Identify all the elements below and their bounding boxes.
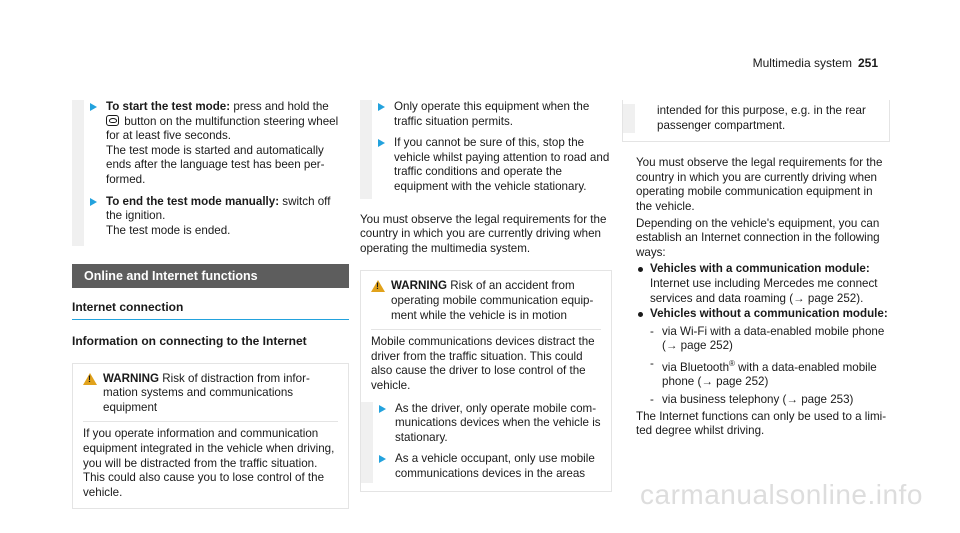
section-title: Online and Internet functions (84, 269, 258, 284)
step-text: Only operate this equipment when the traffic situation permits. (394, 100, 590, 128)
list-item-text: Internet use including Mercedes me connect services and data roaming (→ page 252). (650, 276, 878, 305)
list-item-title: Vehicles with a communication module: (650, 262, 870, 276)
column-2 (360, 100, 612, 492)
page-header (753, 56, 878, 71)
page-number: 251 (857, 56, 878, 70)
warning-text: Risk of an accident from operating mobile communication equipment while the vehicle is in motion (391, 279, 594, 322)
warning-icon-wrap (371, 279, 391, 292)
sub-list-text: via business telephony (→ page 253) (662, 392, 854, 406)
warning-label: WARNING (391, 279, 448, 293)
step-text: As a vehicle occupant, only use mobile communications devices in the areas (395, 452, 595, 480)
step-driver-stationary (373, 402, 601, 446)
step-arrow-icon (379, 405, 386, 413)
warning-heading (103, 372, 338, 416)
steps-box (360, 100, 612, 199)
legal-paragraph: You must observe the legal requirements for the country in which you are currently driving when operating the multimedia system. (360, 212, 607, 255)
sub-list-item (636, 325, 890, 354)
info-heading: Information on connecting to the Internet (72, 333, 307, 348)
step-lead: To end the test mode manually: (106, 194, 280, 208)
warning-icon (371, 280, 385, 292)
subsection-title-text: Internet connection (72, 300, 184, 315)
step-text: button on the multifunction steering wheel for at least five seconds. (106, 114, 339, 143)
driving-limitation: The Internet functions can only be used to a limited degree whilst driving. (636, 409, 887, 438)
legal-paragraph: You must observe the legal requirements for the country in which you are currently driving when operating mobile communication equipment in the vehicle. (636, 156, 883, 213)
warning-title (371, 279, 601, 323)
warning-icon-wrap (83, 372, 103, 385)
warning-title (83, 372, 338, 416)
section-header (72, 264, 349, 288)
step-arrow-icon (379, 455, 386, 463)
warning-box (360, 270, 612, 492)
warning-icon (83, 373, 97, 385)
step-arrow-icon (378, 103, 385, 111)
warning-steps (361, 402, 601, 484)
step-result: The test mode is ended. (106, 223, 231, 237)
step-text: intended for this purpose, e.g. in the rear passenger compartment. (657, 104, 866, 132)
subsection-title (72, 300, 349, 320)
sub-list-text: via Bluetooth (662, 360, 730, 374)
steps-box (72, 100, 349, 246)
step-arrow-icon (90, 198, 97, 206)
step-operate-when-permits (372, 100, 612, 129)
sub-list-text: with a data-enabled mobile phone (→ page 252) (662, 360, 877, 389)
continued-step (623, 104, 881, 133)
warning-box (72, 363, 349, 510)
sub-list-item (636, 357, 890, 390)
connection-intro: Depending on the vehicle's equipment, you can establish an Internet connection in the following ways: (636, 216, 880, 259)
voice-control-icon (106, 115, 119, 126)
warning-body: If you operate information and communication equipment integrated in the vehicle when driving, you will be distracted from the traffic situation. This could also cause you to lose control of the vehicle. (83, 427, 335, 499)
step-text: press and hold the (230, 100, 329, 113)
step-result: The test mode is started and automatically ends after the language test has been performed. (106, 143, 325, 186)
warning-body: Mobile communications devices distract the driver from the traffic situation. This could also cause the driver to lose control of the vehicle. (371, 335, 595, 392)
step-stop-vehicle (372, 136, 612, 194)
sub-list-text: via Wi-Fi with a data-enabled mobile phone (→ page 252) (662, 324, 885, 353)
step-lead: To start the test mode: (106, 100, 231, 113)
registered-mark: ® (729, 358, 735, 368)
warning-heading (391, 279, 601, 323)
divider (371, 329, 601, 330)
step-text: As the driver, only operate mobile communications devices when the vehicle is stationary. (395, 401, 601, 444)
column-3 (622, 100, 890, 439)
list-item (636, 262, 890, 306)
section-name: Multimedia system (752, 56, 852, 70)
warning-label: WARNING (103, 371, 160, 385)
warning-text: Risk of distraction from information systems and communications equipment (103, 371, 310, 414)
sub-list-item (636, 393, 890, 408)
connection-list (622, 262, 890, 407)
step-arrow-icon (378, 139, 385, 147)
warning-continuation (622, 100, 890, 142)
step-occupant-areas (373, 452, 601, 481)
step-end-test-mode (72, 195, 345, 239)
list-item (636, 307, 890, 322)
column-1 (72, 100, 349, 509)
watermark: carmanualsonline.info (640, 479, 923, 510)
step-text: switch off the ignition. (106, 194, 331, 223)
divider (83, 421, 338, 422)
step-arrow-icon (90, 103, 97, 111)
step-text: If you cannot be sure of this, stop the vehicle whilst paying attention to road and traffic conditions and operate the equipment with the vehicle stationary. (394, 136, 610, 193)
list-item-title: Vehicles without a communication module: (650, 307, 888, 321)
step-start-test-mode (72, 100, 345, 188)
